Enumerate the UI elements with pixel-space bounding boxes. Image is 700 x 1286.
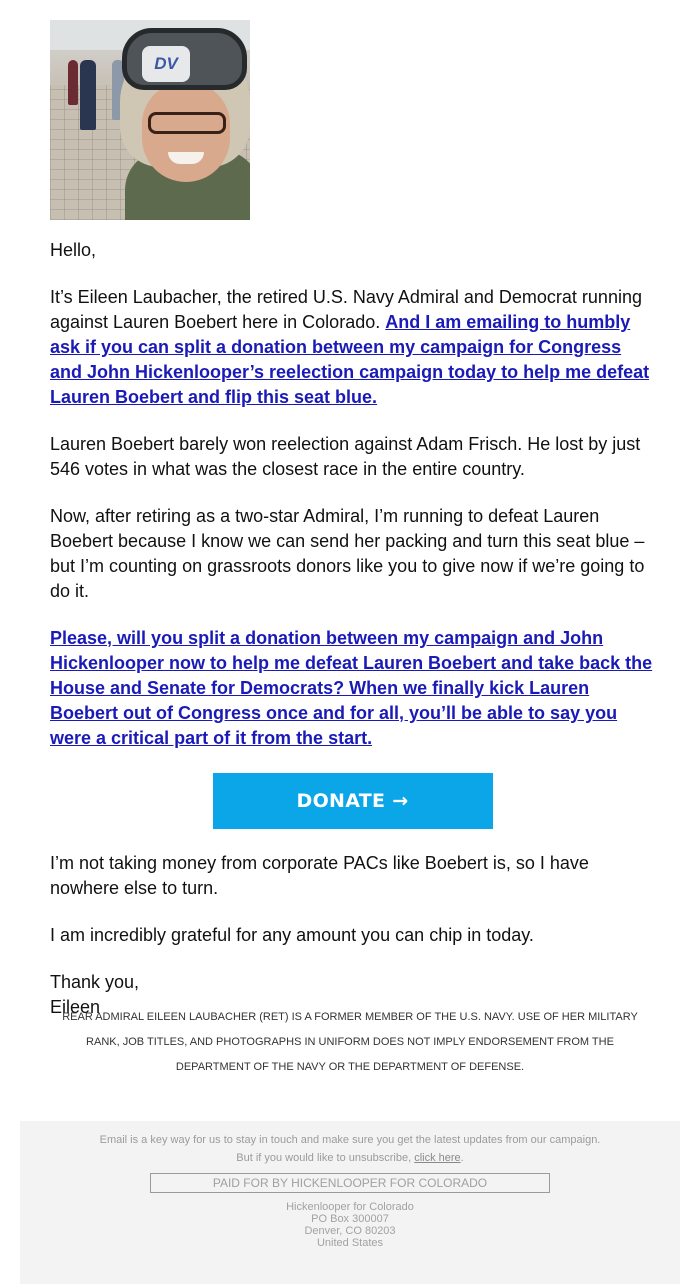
split-donation-link[interactable]: And I am emailing to humbly ask if you can split a donation between my campaign for Congress and John Hickenlooper’s reelection campaign today to help me defeat Lauren Boebert and flip this seat blue. xyxy=(50,312,650,407)
unsubscribe-prefix: But if you would like to unsubscribe, xyxy=(236,1152,415,1164)
unsubscribe-suffix: . xyxy=(460,1152,464,1164)
email-body xyxy=(50,20,655,1020)
donate-button-container xyxy=(50,773,655,829)
signature: Eileen xyxy=(50,997,101,1017)
closing: Thank you, xyxy=(50,972,140,992)
donate-button[interactable]: DONATE → xyxy=(213,773,493,829)
appeal-paragraph xyxy=(50,626,655,751)
address-country: United States xyxy=(316,1237,384,1249)
unsubscribe-link[interactable]: click here xyxy=(414,1152,461,1164)
paid-for-box: PAID FOR BY HICKENLOOPER FOR COLORADO xyxy=(150,1173,550,1193)
photo-glasses xyxy=(148,112,226,134)
grateful-paragraph: I am incredibly grateful for any amount you can chip in today. xyxy=(50,925,534,945)
military-disclaimer: REAR ADMIRAL EILEEN LAUBACHER (RET) IS A FORMER MEMBER OF THE U.S. NAVY. USE OF HER MILITARY RANK, JOB TITLES, AND PHOTOGRAPHS IN UNIFORM DOES NOT IMPLY ENDORSEMENT FROM THE DEPARTMENT OF THE NAVY OR THE DEPARTMENT OF DEFENSE. xyxy=(62,1011,638,1073)
address-city: Denver, CO 80203 xyxy=(304,1225,396,1237)
address-po-box: PO Box 300007 xyxy=(311,1213,389,1225)
address-org: Hickenlooper for Colorado xyxy=(286,1201,414,1213)
intro-text: It’s Eileen Laubacher, the retired U.S. Navy Admiral and Democrat running against Lauren Boebert here in Colorado. xyxy=(50,287,642,332)
footer-note-line1: Email is a key way for us to stay in touch and make sure you get the latest updates from our campaign. xyxy=(99,1134,601,1146)
photo-bystander xyxy=(68,60,78,105)
intro-paragraph xyxy=(50,285,655,410)
footer-note xyxy=(20,1121,680,1167)
candidate-photo xyxy=(50,20,250,220)
footer xyxy=(20,1121,680,1284)
pacs-paragraph: I’m not taking money from corporate PACs like Boebert is, so I have nowhere else to turn. xyxy=(50,853,589,898)
photo-bystander xyxy=(80,60,96,130)
greeting: Hello, xyxy=(50,240,97,260)
election-paragraph: Lauren Boebert barely won reelection against Adam Frisch. He lost by just 546 votes in what was the closest race in the entire country. xyxy=(50,434,641,479)
mailing-address xyxy=(20,1201,680,1249)
footer-note-line2 xyxy=(20,1149,680,1167)
goggle-label: DV xyxy=(142,46,190,82)
running-paragraph: Now, after retiring as a two-star Admiral, I’m running to defeat Lauren Boebert because I know we can send her packing and turn this seat blue – but I’m counting on grassroots donors like you to give now if we’re going to do it. xyxy=(50,506,645,601)
appeal-donation-link[interactable]: Please, will you split a donation between my campaign and John Hickenlooper now to help me defeat Lauren Boebert and take back the House and Senate for Democrats? When we finally kick Lauren Boebert out of Congress once and for all, you’ll be able to say you were a critical part of it from the start. xyxy=(50,628,653,748)
